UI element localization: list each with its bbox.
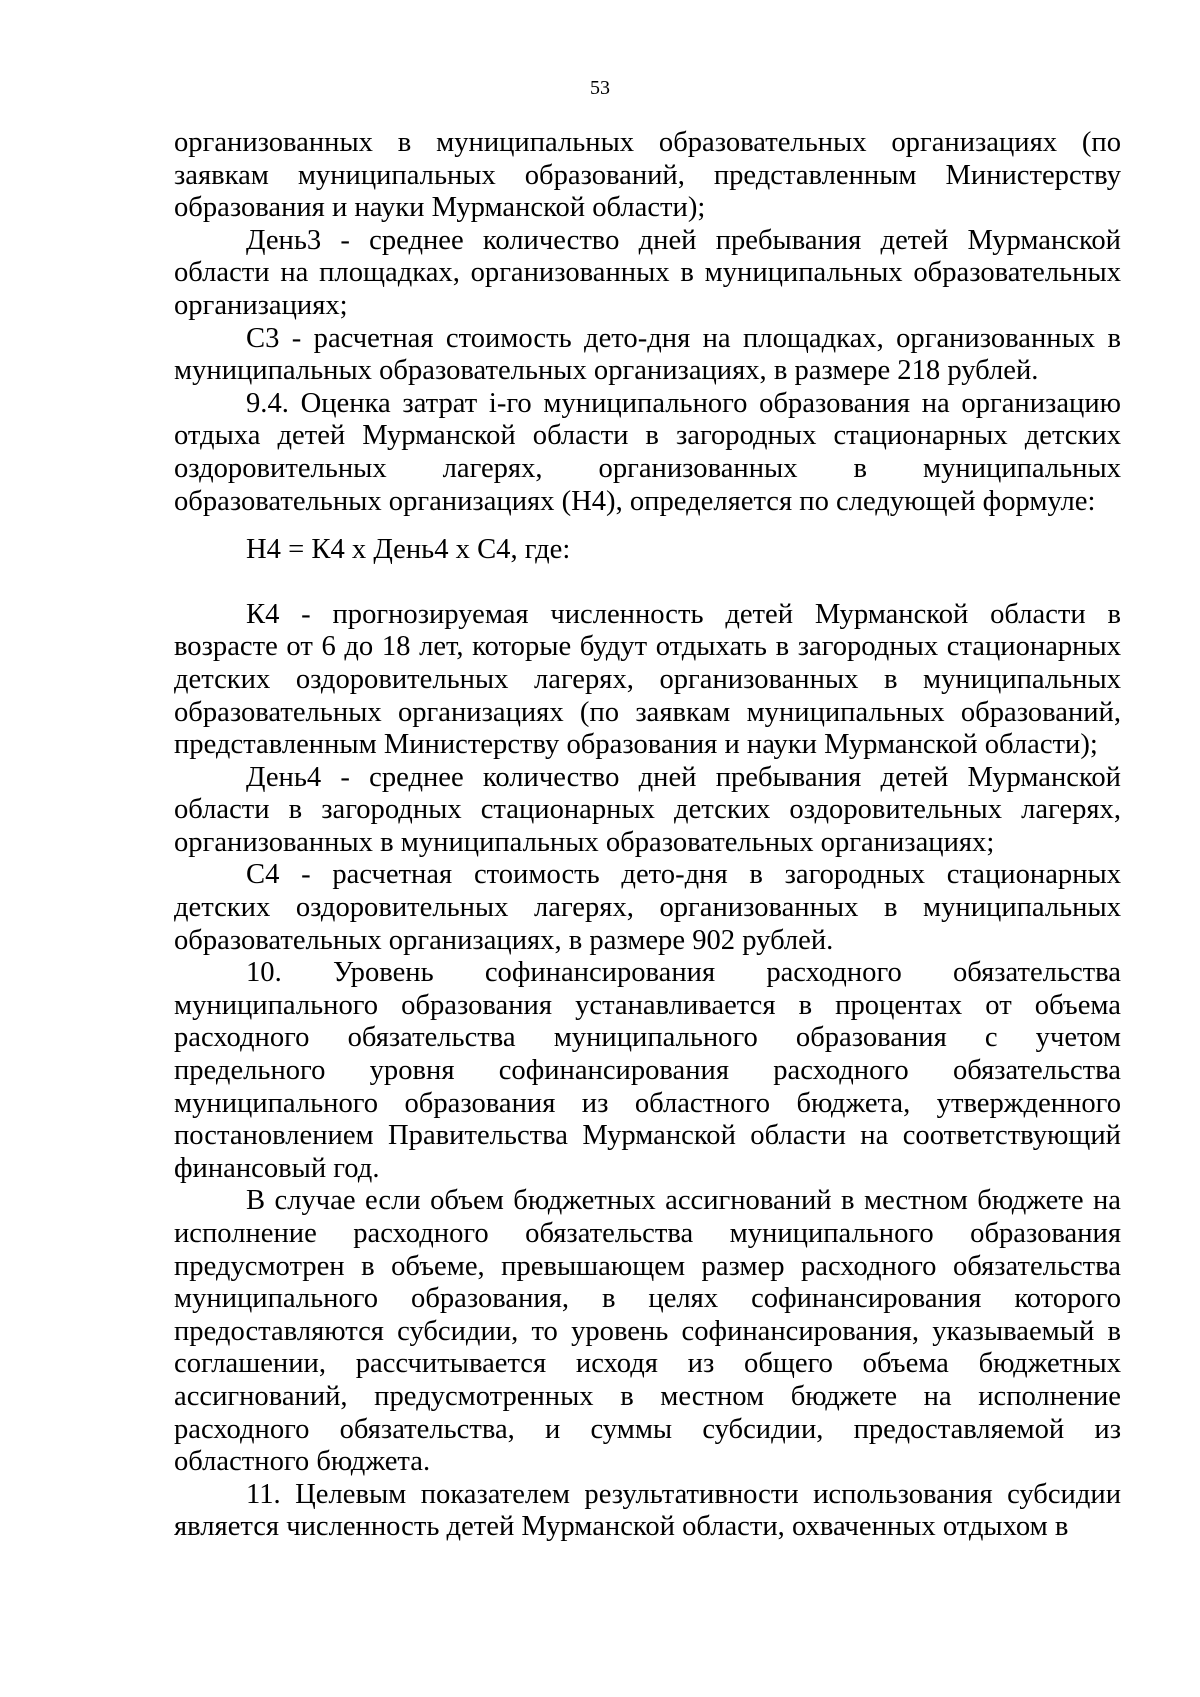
paragraph-11: 11. Целевым показателем результативности использования субсидии является численность детей Мурманской области, охваченных отдыхом в xyxy=(174,1478,1121,1543)
paragraph-day4-definition: День4 - среднее количество дней пребывания детей Мурманской области в загородных стационарных детских оздоровительных лагерях, организованных в муниципальных образовательных организациях; xyxy=(174,761,1121,858)
page-number: 53 xyxy=(590,77,610,99)
paragraph-10-budget-case: В случае если объем бюджетных ассигнований в местном бюджете на исполнение расходного обязательства муниципального образования предусмотрен в объеме, превышающем размер расходного обязательства муниципального образования, в целях софинансирования которого предоставляются субсидии, то уровень софинансирования, указываемый в соглашении, рассчитывается исходя из общего объема бюджетных ассигнований, предусмотренных в местном бюджете на исполнение расходного обязательства, и суммы субсидии, предоставляемой из областного бюджета. xyxy=(174,1185,1121,1478)
paragraph-9-4: 9.4. Оценка затрат i-го муниципального образования на организацию отдыха детей Мурманской области в загородных стационарных детских оздоровительных лагерях, организованных в муниципальных образовательных организациях (Н4), определяется по следующей формуле: xyxy=(174,387,1121,517)
formula-h4: Н4 = К4 х День4 х С4, где: xyxy=(246,534,571,566)
paragraph-10: 10. Уровень софинансирования расходного обязательства муниципального образования устанавливается в процентах от объема расходного обязательства муниципального образования с учетом предельного уровня софинансирования расходного обязательства муниципального образования из областного бюджета, утвержденного постановлением Правительства Мурманской области на соответствующий финансовый год. xyxy=(174,957,1121,1184)
paragraph-day3-definition: День3 - среднее количество дней пребывания детей Мурманской области на площадках, организованных в муниципальных образовательных организациях; xyxy=(174,224,1121,321)
paragraph-c4-definition: С4 - расчетная стоимость дето-дня в загородных стационарных детских оздоровительных лагерях, организованных в муниципальных образовательных организациях, в размере 902 рублей. xyxy=(174,859,1121,956)
document-body xyxy=(174,127,1121,1544)
paragraph-c3-definition: С3 - расчетная стоимость дето-дня на площадках, организованных в муниципальных образовательных организациях, в размере 218 рублей. xyxy=(174,322,1121,387)
paragraph-continuation: организованных в муниципальных образовательных организациях (по заявкам муниципальных образований, представленным Министерству образования и науки Мурманской области); xyxy=(174,127,1121,224)
paragraph-k4-definition: К4 - прогнозируемая численность детей Мурманской области в возрасте от 6 до 18 лет, которые будут отдыхать в загородных стационарных детских оздоровительных лагерях, организованных в муниципальных образовательных организациях (по заявкам муниципальных образований, представленным Министерству образования и науки Мурманской области); xyxy=(174,598,1121,761)
